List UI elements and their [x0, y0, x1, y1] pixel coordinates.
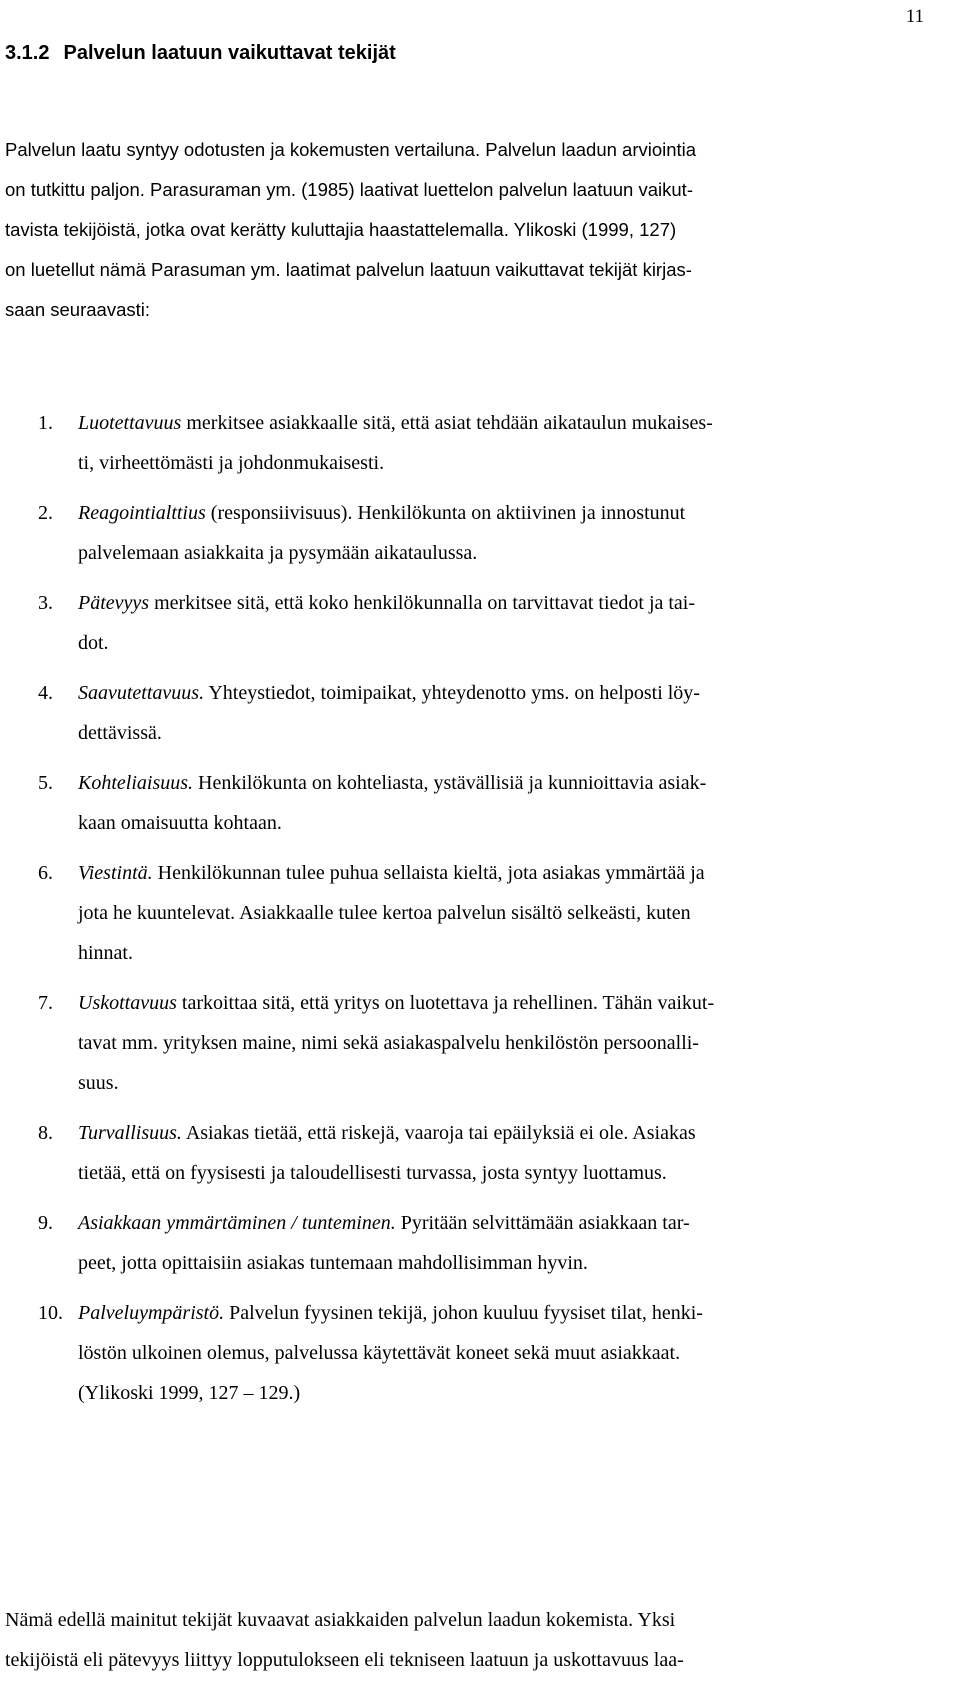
- list-item-line: [78, 673, 960, 713]
- list-item-text: (responsiivisuus). Henkilökunta on aktiivinen ja innostunut: [205, 502, 686, 524]
- list-item-number: 8.: [38, 1122, 53, 1144]
- list-item: [0, 403, 960, 493]
- list-item-text: Asiakas tietää, että riskejä, vaaroja tai epäilyksiä ei ole. Asiakas: [181, 1122, 696, 1144]
- list-item-line: [78, 1203, 960, 1243]
- closing-paragraph: [5, 1600, 905, 1680]
- closing-line: Nämä edellä mainitut tekijät kuvaavat asiakkaiden palvelun laadun kokemista. Yksi: [5, 1609, 676, 1631]
- list-item-text: Henkilökunta on kohteliasta, ystävällisiä ja kunnioittavia asiak-: [193, 772, 707, 794]
- list-item-term: Saavutettavuus.: [78, 682, 205, 704]
- list-item-term: Kohteliaisuus.: [78, 772, 194, 794]
- list-item: [0, 1113, 960, 1203]
- intro-line: tavista tekijöistä, jotka ovat kerätty kuluttajia haastattelemalla. Ylikoski (1999, 127): [5, 219, 677, 240]
- list-item-line: [78, 583, 960, 623]
- list-item-line: dot.: [78, 632, 109, 654]
- list-item-number: 3.: [38, 592, 53, 614]
- section-heading: [5, 42, 396, 65]
- section-title: Palvelun laatuun vaikuttavat tekijät: [63, 42, 396, 64]
- list-item-number: 2.: [38, 502, 53, 524]
- list-item-line: (Ylikoski 1999, 127 – 129.): [78, 1382, 301, 1404]
- list-item-line: peet, jotta opittaisiin asiakas tuntemaan mahdollisimman hyvin.: [78, 1252, 588, 1274]
- list-item-term: Asiakkaan ymmärtäminen / tunteminen.: [78, 1212, 396, 1234]
- list-item-term: Uskottavuus: [78, 992, 177, 1014]
- list-item-line: [78, 1293, 960, 1333]
- list-item-text: Palvelun fyysinen tekijä, johon kuuluu fyysiset tilat, henki-: [224, 1302, 703, 1324]
- list-item-number: 4.: [38, 682, 53, 704]
- list-item-line: [78, 493, 960, 533]
- intro-line: on luetellut nämä Parasuman ym. laatimat palvelun laatuun vaikuttavat tekijät kirjas-: [5, 259, 692, 280]
- list-item-text: merkitsee sitä, että koko henkilökunnalla on tarvittavat tiedot ja tai-: [149, 592, 696, 614]
- list-item-number: 9.: [38, 1212, 53, 1234]
- list-item-line: palvelemaan asiakkaita ja pysymään aikataulussa.: [78, 542, 478, 564]
- list-item: [0, 763, 960, 853]
- list-item-text: merkitsee asiakkaalle sitä, että asiat tehdään aikataulun mukaises-: [181, 412, 713, 434]
- list-item-line: tietää, että on fyysisesti ja taloudellisesti turvassa, josta syntyy luottamus.: [78, 1162, 667, 1184]
- list-item-number: 10.: [38, 1302, 63, 1324]
- list-item-line: kaan omaisuutta kohtaan.: [78, 812, 282, 834]
- list-item-line: [78, 763, 960, 803]
- list-item-number: 7.: [38, 992, 53, 1014]
- list-item-line: suus.: [78, 1072, 119, 1094]
- list-item: [0, 493, 960, 583]
- list-item-term: Palveluympäristö.: [78, 1302, 225, 1324]
- list-item: [0, 1203, 960, 1293]
- list-item-line: [78, 403, 960, 443]
- list-item-line: [78, 983, 960, 1023]
- intro-line: Palvelun laatu syntyy odotusten ja kokemusten vertailuna. Palvelun laadun arviointia: [5, 139, 697, 160]
- list-item-term: Viestintä.: [78, 862, 153, 884]
- list-item-line: [78, 1113, 960, 1153]
- quality-factors-list: [0, 403, 960, 1413]
- list-item-line: tavat mm. yrityksen maine, nimi sekä asiakaspalvelu henkilöstön persoonalli-: [78, 1032, 699, 1054]
- closing-line: tekijöistä eli pätevyys liittyy lopputulokseen eli tekniseen laatuun ja uskottavuus laa-: [5, 1649, 684, 1671]
- list-item-term: Luotettavuus: [78, 412, 182, 434]
- list-item-line: [78, 853, 960, 893]
- list-item-text: Yhteystiedot, toimipaikat, yhteydenotto yms. on helposti löy-: [204, 682, 700, 704]
- list-item-text: Henkilökunnan tulee puhua sellaista kieltä, jota asiakas ymmärtää ja: [152, 862, 705, 884]
- list-item-number: 6.: [38, 862, 53, 884]
- list-item-number: 5.: [38, 772, 53, 794]
- list-item-term: Reagointialttius: [78, 502, 206, 524]
- list-item-term: Pätevyys: [78, 592, 150, 614]
- list-item-line: jota he kuuntelevat. Asiakkaalle tulee kertoa palvelun sisältö selkeästi, kuten: [78, 902, 691, 924]
- list-item-line: ti, virheettömästi ja johdonmukaisesti.: [78, 452, 385, 474]
- list-item-line: dettävissä.: [78, 722, 162, 744]
- list-item-line: löstön ulkoinen olemus, palvelussa käytettävät koneet sekä muut asiakkaat.: [78, 1342, 681, 1364]
- list-item-number: 1.: [38, 412, 53, 434]
- list-item-term: Turvallisuus.: [78, 1122, 182, 1144]
- page-number: 11: [905, 6, 924, 27]
- list-item-line: hinnat.: [78, 942, 133, 964]
- list-item: [0, 583, 960, 673]
- intro-line: on tutkittu paljon. Parasuraman ym. (1985) laativat luettelon palvelun laatuun vaikut-: [5, 179, 693, 200]
- list-item: [0, 1293, 960, 1413]
- intro-line: saan seuraavasti:: [5, 299, 151, 320]
- section-number: 3.1.2: [5, 42, 50, 64]
- list-item: [0, 853, 960, 983]
- list-item-text: tarkoittaa sitä, että yritys on luotettava ja rehellinen. Tähän vaikut-: [176, 992, 715, 1014]
- intro-paragraph: [5, 130, 885, 330]
- list-item-text: Pyritään selvittämään asiakkaan tar-: [395, 1212, 690, 1234]
- list-item: [0, 983, 960, 1113]
- list-item: [0, 673, 960, 763]
